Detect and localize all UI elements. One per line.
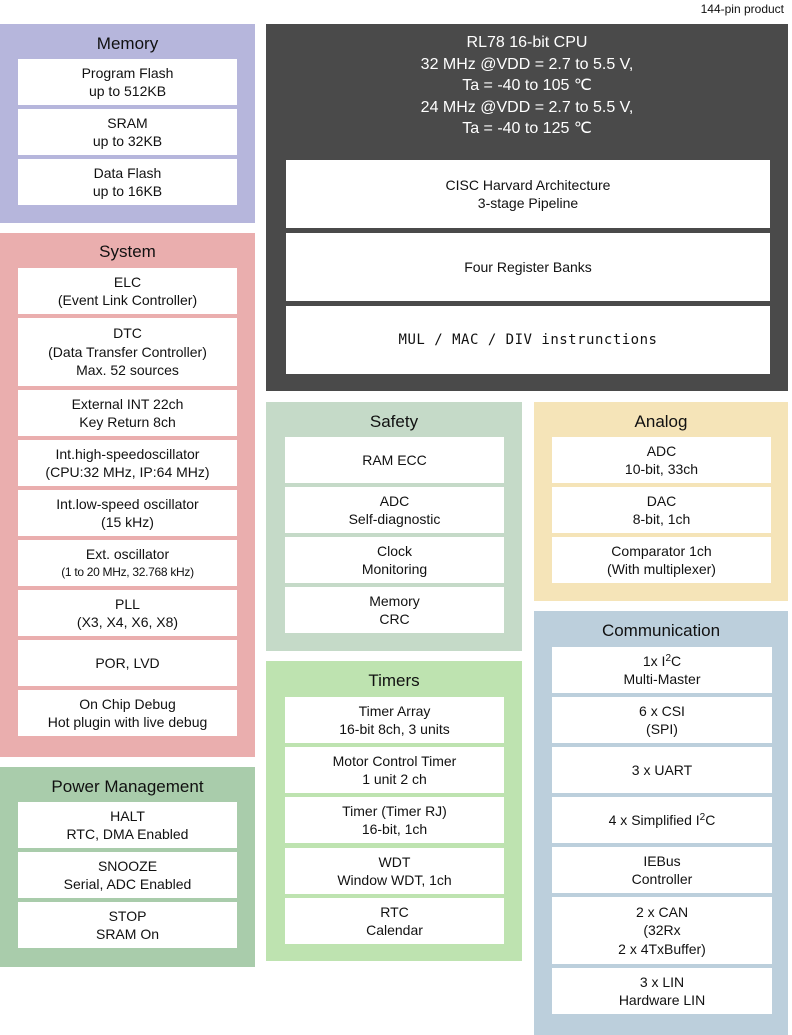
safety-adc-diag: ADC Self-diagnostic [285,487,504,533]
cpu-instructions: MUL / MAC / DIV instrunctions [286,306,770,374]
comm-i2c: 1x $I^2C$ Multi-Master [552,647,772,693]
timers-timer-rj: Timer (Timer RJ) 16-bit, 1ch [285,797,504,843]
memory-panel [0,24,255,223]
power-snooze: SNOOZE Serial, ADC Enabled [18,852,237,898]
analog-adc: ADC 10-bit, 33ch [552,437,771,483]
memory-program-flash: Program Flash up to 512KB [18,59,237,105]
communication-title: Communication [601,621,721,640]
timers-rtc: RTC Calendar [285,898,504,944]
power-halt: HALT RTC, DMA Enabled [18,802,237,848]
system-title: System [99,242,156,261]
system-por-lvd: POR, LVD [18,640,237,686]
power-stop: STOP SRAM On [18,902,237,948]
communication-panel [534,611,788,1035]
analog-title: Analog [634,412,688,431]
memory-data-flash: Data Flash up to 16KB [18,159,237,205]
safety-panel [266,402,522,651]
cpu-register-banks: Four Register Banks [286,233,770,301]
comm-csi: 6 x CSI (SPI) [552,697,772,743]
system-external-int: External INT 22ch Key Return 8ch [18,390,237,436]
comm-iebus: IEBus Controller [552,847,772,893]
memory-title: Memory [96,34,159,53]
timers-timer-array: Timer Array 16-bit 8ch, 3 units [285,697,504,743]
cpu-architecture: CISC Harvard Architecture 3-stage Pipeline [286,160,770,228]
comm-simplified-i2c: 4 x Simplified $I^2C$ [552,797,772,843]
safety-title: Safety [369,412,419,431]
timers-wdt: WDT Window WDT, 1ch [285,848,504,894]
safety-clock-monitor: Clock Monitoring [285,537,504,583]
analog-dac: DAC 8-bit, 1ch [552,487,771,533]
cpu-panel [266,24,788,391]
analog-comparator: Comparator 1ch (With multiplexer) [552,537,771,583]
system-elc: ELC (Event Link Controller) [18,268,237,314]
comm-uart: 3 x UART [552,747,772,793]
safety-memory-crc: Memory CRC [285,587,504,633]
comm-can: 2 x CAN (32Rx 2 x 4TxBuffer) [552,897,772,964]
system-debug: On Chip Debug Hot plugin with live debug [18,690,237,736]
product-note: 144-pin product [700,2,784,16]
analog-panel [534,402,788,601]
power-panel [0,767,255,967]
cpu-title: RL78 16-bit CPU 32 MHz @VDD = 2.7 to 5.5 V, Ta = -40 to 105 ℃ 24 MHz @VDD = 2.7 to 5.5 V, Ta = -40 to 125 ℃ [420,34,634,137]
safety-ram-ecc: RAM ECC [285,437,504,483]
timers-motor-control: Motor Control Timer 1 unit 2 ch [285,747,504,793]
system-ext-osc: Ext. oscillator (1 to 20 MHz, 32.768 kHz) [18,540,237,586]
system-panel [0,233,255,757]
comm-lin: 3 x LIN Hardware LIN [552,968,772,1014]
timers-panel [266,661,522,961]
system-dtc: DTC (Data Transfer Controller) Max. 52 sources [18,318,237,386]
system-pll: PLL (X3, X4, X6, X8) [18,590,237,636]
system-high-speed-osc: Int.high-speedoscillator (CPU:32 MHz, IP:64 MHz) [18,440,237,486]
system-low-speed-osc: Int.low-speed oscillator (15 kHz) [18,490,237,536]
timers-title: Timers [368,671,420,690]
memory-sram: SRAM up to 32KB [18,109,237,155]
power-title: Power Management [51,777,204,796]
